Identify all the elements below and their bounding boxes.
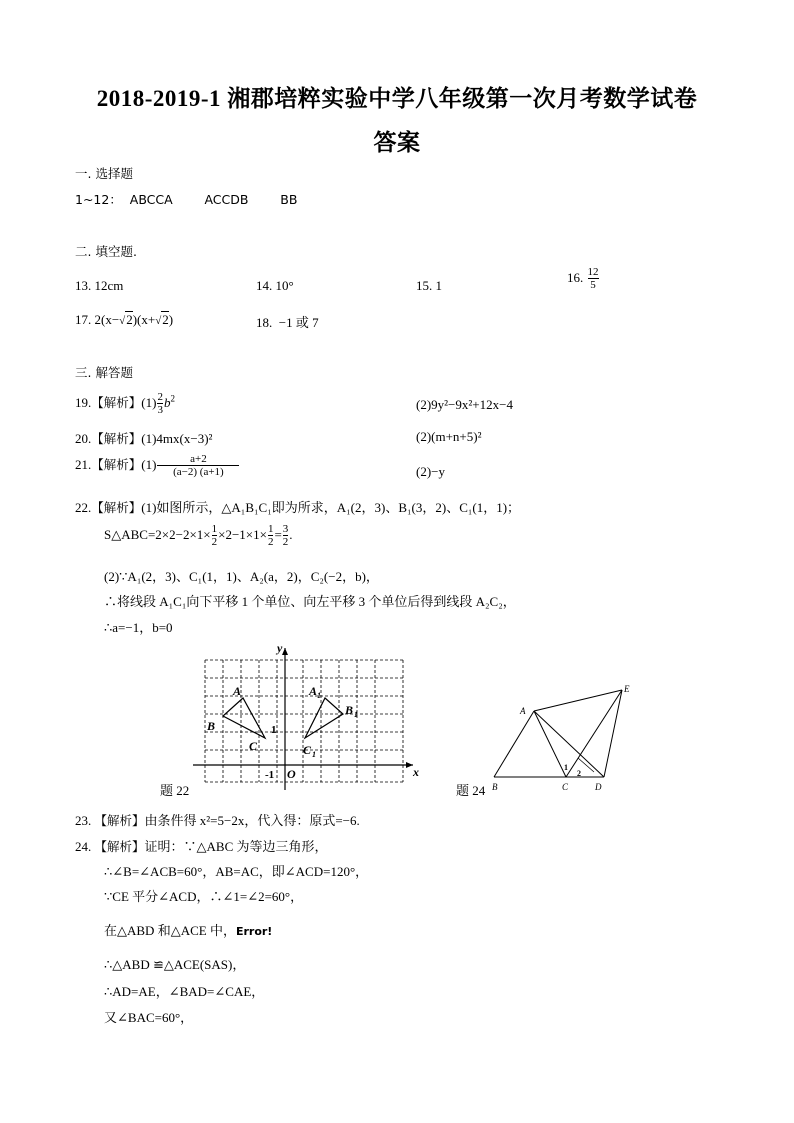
question-24-line-7: 又∠BAC=60°， (104, 1010, 194, 1025)
question-22-line-1: 22.【解析】(1)如图所示，△A₁B₁C₁即为所求，A₁(2，3)、B₁(3，2)、C₁(1，1)； (75, 500, 521, 515)
label-b1-subscript: 1 (354, 710, 358, 719)
answer-16-label: 16. (567, 269, 584, 285)
question-19-part-2: (2)9y²−9x²+12x−4 (416, 397, 513, 412)
x-axis-arrow-icon (406, 762, 413, 768)
question-24-line-2: ∴∠B=∠ACB=60°，AB=AC，即∠ACD=120°， (104, 864, 369, 879)
error-text: Error! (235, 925, 273, 938)
page-title: 2018-2019-1 湘郡培粹实验中学八年级第一次月考数学试卷 (96, 86, 698, 111)
segment-ce (566, 690, 622, 777)
section-2-heading: 二. 填空题. (75, 244, 137, 259)
label-c1: C (303, 743, 312, 757)
label-c1-subscript: 1 (312, 750, 316, 759)
question-22-line-3: (2)∵A₁(2，3)、C₁(1，1)、A₂(a，2)，C₂(−2，b)， (104, 569, 379, 584)
label-one: 1 (271, 724, 277, 736)
segment-ae (534, 690, 622, 711)
answer-13: 13. 12cm (75, 278, 124, 293)
figure-22-grid-diagram (185, 640, 425, 800)
question-21-part-2: (2)−y (416, 464, 445, 479)
section-1-heading: 一. 选择题 (75, 166, 133, 181)
answer-17: 17. 2(x−√2)(x+√2) (75, 312, 174, 327)
figure-24-caption: 题 24 (456, 783, 486, 798)
label-b: B (207, 719, 216, 733)
question-23: 23. 【解析】由条件得 x²=5−2x，代入得：原式=−6. (75, 813, 360, 828)
label-a: A (520, 706, 526, 716)
question-24-line-3: ∵CE 平分∠ACD，∴∠1=∠2=60°， (104, 889, 304, 904)
label-b: B (492, 782, 498, 792)
label-a: A (233, 684, 242, 698)
question-21-part-1: 21.【解析】(1) $\frac{a+2}{(a-2) (a+1)}$ (75, 454, 240, 478)
section-3-heading: 三. 解答题 (75, 365, 133, 380)
answer-18: 18. −1 或 7 (256, 315, 319, 330)
figure-24-triangle-diagram (488, 680, 648, 795)
answer-14: 14. 10° (256, 278, 294, 293)
label-a1-subscript: 1 (317, 691, 321, 700)
label-x: x (413, 765, 419, 779)
label-c: C (249, 739, 258, 753)
choice-answers: 1~12： ABCCA ACCDB BB (75, 192, 298, 207)
figure-22-caption: 题 22 (160, 783, 190, 798)
answer-16-fraction: $\frac{12}{5}$ (587, 266, 599, 291)
label-minus-one: -1 (265, 769, 275, 781)
y-axis-arrow-icon (282, 648, 288, 655)
question-22-line-4: ∴将线段 A₁C₁向下平移 1 个单位、向左平移 3 个单位后得到线段 A₂C₂， (104, 594, 516, 609)
question-24-line-6: ∴AD=AE，∠BAD=∠CAE， (104, 984, 265, 999)
grid-lines (205, 660, 403, 782)
segment-ab (494, 711, 534, 777)
label-y: y (277, 641, 283, 655)
angle-1-label: 1 (564, 763, 568, 772)
label-e: E (624, 684, 630, 694)
label-a1: A (309, 684, 318, 698)
question-24-line-4: 在△ABD 和△ACE 中，Error! (104, 923, 273, 938)
label-origin: O (287, 767, 296, 781)
segment-ed (604, 690, 622, 777)
segment-ac (534, 711, 566, 777)
segment-ad (534, 711, 604, 777)
label-c: C (562, 782, 569, 792)
label-d: D (595, 782, 602, 792)
question-24-line-1: 24. 【解析】证明：∵△ABC 为等边三角形， (75, 839, 328, 854)
question-20-part-1: 20.【解析】(1)4mx(x−3)² (75, 431, 213, 446)
question-20-part-2: (2)(m+n+5)² (416, 429, 482, 444)
question-19-part-1: 19.【解析】(1) $\frac{2}{3}$ $b^2$ (75, 391, 175, 416)
question-22-line-2: S△ABC=2×2−2×1× $\frac{1}{2}$ ×2−1×1× $\frac{1}{2}$ = $\frac{3}{2}$ . (104, 523, 293, 548)
answer-16 (567, 267, 600, 291)
question-24-line-5: ∴△ABD ≌△ACE(SAS)， (104, 957, 246, 972)
angle-2-label: 2 (577, 769, 581, 778)
page-subtitle: 答案 (373, 130, 421, 155)
question-22-line-5: ∴a=−1，b=0 (104, 620, 173, 635)
label-b1: B (345, 703, 354, 717)
answer-15: 15. 1 (416, 278, 442, 293)
